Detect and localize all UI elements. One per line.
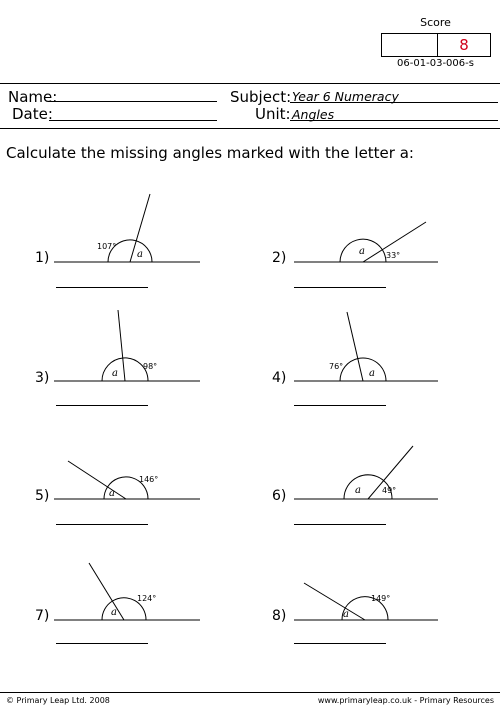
given-angle-label-5: 146° <box>139 475 159 484</box>
question-number-5: 5) <box>35 488 50 504</box>
given-angle-label-3: 98° <box>143 362 158 371</box>
unknown-angle-label-7: a <box>111 607 117 618</box>
unknown-angle-label-2: a <box>359 246 365 257</box>
given-angle-label-7: 124° <box>137 594 157 603</box>
subject-label: Subject: <box>230 88 292 106</box>
question-number-2: 2) <box>272 250 287 266</box>
angle-diagram-5 <box>54 461 200 499</box>
unknown-angle-label-3: a <box>112 368 118 379</box>
given-angle-label-6: 49° <box>382 486 397 495</box>
given-angle-label-2: 33° <box>386 251 401 260</box>
angle-diagram-6 <box>294 446 438 499</box>
angle-diagram-2 <box>294 222 438 262</box>
instruction-text: Calculate the missing angles marked with the letter a: <box>6 144 414 162</box>
angle-diagram-4 <box>294 312 438 381</box>
score-label: Score <box>420 16 451 29</box>
question-number-8: 8) <box>272 608 287 624</box>
given-angle-label-1: 107° <box>97 242 117 251</box>
subject-value: Year 6 Numeracy <box>292 89 399 104</box>
sheet-code: 06-01-03-006-s <box>397 58 474 69</box>
unknown-angle-label-6: a <box>355 485 361 496</box>
question-number-3: 3) <box>35 370 50 386</box>
score-value: 8 <box>459 36 469 54</box>
angle-diagram-7 <box>54 563 200 620</box>
unknown-angle-label-5: a <box>109 488 115 499</box>
question-number-7: 7) <box>35 608 50 624</box>
footer-copyright: © Primary Leap Ltd. 2008 <box>6 696 110 705</box>
unknown-angle-label-1: a <box>137 249 143 260</box>
unknown-angle-label-4: a <box>369 368 375 379</box>
unit-value: Angles <box>292 107 335 122</box>
given-angle-label-4: 76° <box>329 362 344 371</box>
footer-site-link[interactable]: www.primaryleap.co.uk - Primary Resources <box>317 696 494 705</box>
angle-diagram-1 <box>54 194 200 262</box>
question-number-1: 1) <box>35 250 50 266</box>
unknown-angle-label-8: a <box>343 609 349 620</box>
angle-diagram-3 <box>54 310 200 381</box>
question-number-6: 6) <box>272 488 287 504</box>
unit-label: Unit: <box>255 105 291 123</box>
footer-rule <box>0 692 500 693</box>
date-label: Date: <box>12 105 53 123</box>
question-number-4: 4) <box>272 370 287 386</box>
given-angle-label-8: 149° <box>371 594 391 603</box>
angle-diagram-8 <box>294 583 438 620</box>
name-label: Name: <box>8 88 58 106</box>
